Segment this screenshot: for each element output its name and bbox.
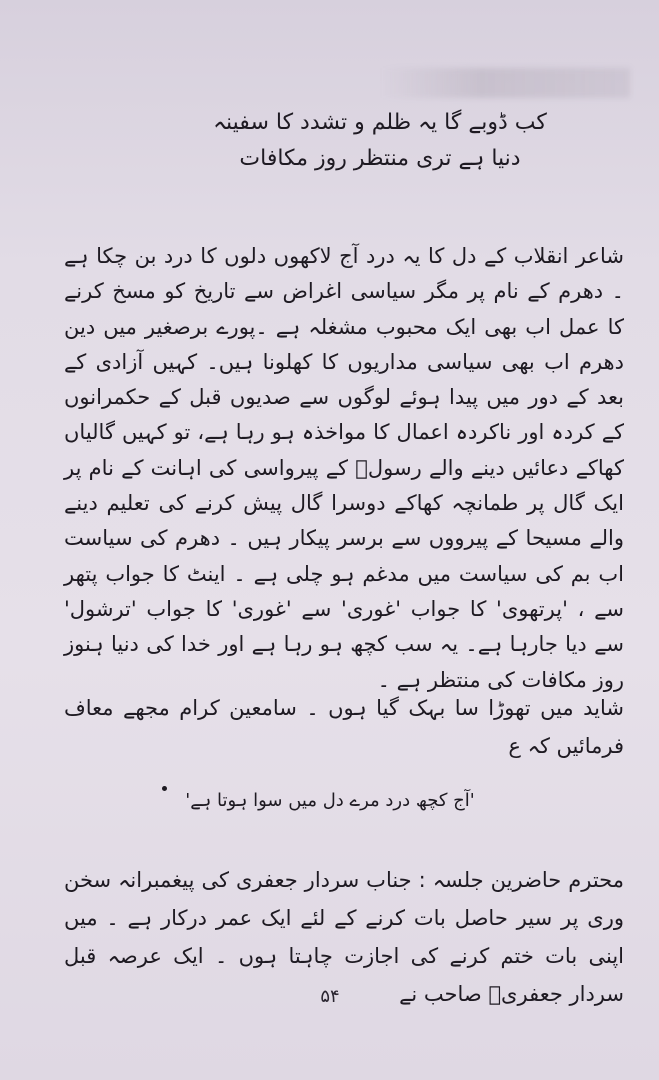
bleed-through-shadow [380,68,630,98]
verse-line-1: کب ڈوبے گا یہ ظلم و تشدد کا سفینہ [213,110,547,135]
verse-line-2: دنیا ہے تری منتظر روز مکافات [239,146,521,171]
quoted-verse: 'آج کچھ درد مرے دل میں سوا ہوتا ہے' [185,790,475,811]
paragraph-audience: محترم حاضرین جلسہ : جناب سردار جعفری کی پیغمبرانہ سخن وری پر سیر حاصل بات کرنے کے لئے ایک عمر درکار ہے ۔ میں اپنی بات ختم کرنے کی اجازت چاہتا ہوں ۔ ایک عرصہ قبل سردار جعفریؔ صاحب نے [64,868,624,1006]
paragraph-revolution: شاعر انقلاب کے دل کا یہ درد آج لاکھوں دلوں کا درد بن چکا ہے ۔ دھرم کے نام پر مگر سیاسی اغراض سے تاریخ کو مسخ کرنے کا عمل اب بھی ایک محبوب مشغلہ ہے ۔پورے برصغیر میں دین دھرم اب بھی سیاسی مداریوں کا کھلونا ہیں۔ کہیں آزادی کے بعد کے دور میں پیدا ہوئے لوگوں سے صدیوں قبل کے حکمرانوں کے کردہ اور ناکردہ اعمال کا مواخذہ ہو رہا ہے، تو کہیں گالیاں کھاکے دعائیں دینے والے رسولؐ کے پیرواسی کی اہانت کے نام پر ایک گال پر طمانچہ کھاکے دوسرا گال پیش کرنے کی تعلیم دینے والے مسیحا کے پیرووں سے برسر پیکار ہیں ۔ دھرم کی سیاست اب بم کی سیاست میں مدغم ہو چلی ہے ۔ اینٹ کا جواب پتھر سے ، 'پرتھوی' کا جواب 'غوری' سے 'غوری' کا جواب 'ترشول' سے دیا جارہا ہے۔ یہ سب کچھ ہو رہا ہے اور خدا کی دنیا ہنوز روز مکافات کی منتظر ہے ۔ [64,244,624,692]
page-number: ۵۴ [320,986,340,1007]
paragraph-apology: شاید میں تھوڑا سا بہک گیا ہوں ۔ سامعین کرام مجھے معاف فرمائیں کہ ع [64,696,624,758]
